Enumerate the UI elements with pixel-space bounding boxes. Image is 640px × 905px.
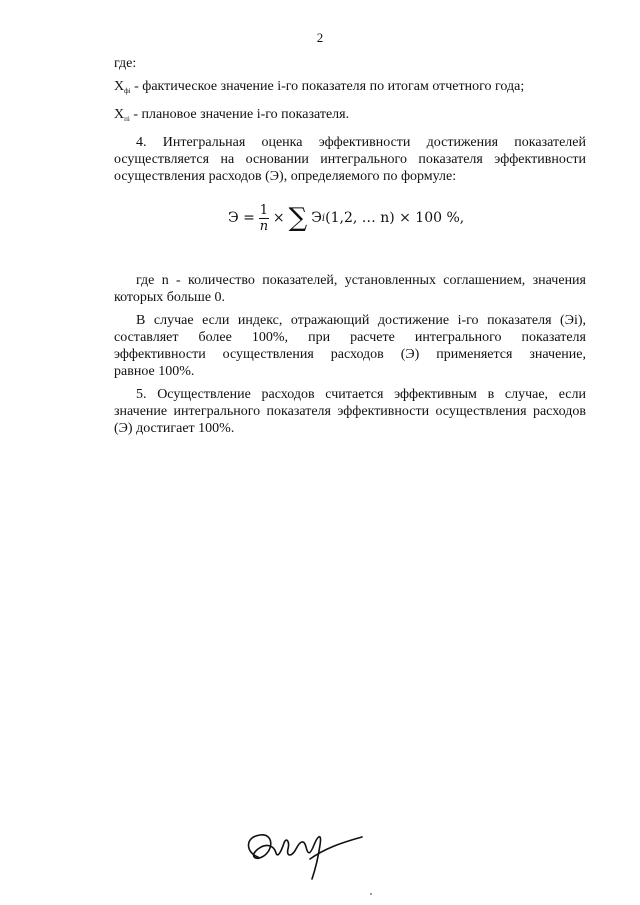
n-definition-line-2: которых больше 0. — [114, 290, 226, 305]
case-line-1: В случае если индекс, отражающий достижение i-го показателя (Эi), — [136, 313, 586, 328]
para4-line-2: осуществляется на основании интегрального показателя эффективности — [114, 152, 586, 167]
where-label: где: — [114, 56, 137, 71]
formula-lhs: Э = — [228, 210, 255, 226]
para5-line-3: (Э) достигает 100%. — [114, 421, 235, 436]
definition-plan — [114, 106, 586, 128]
para4-line-1: 4. Интегральная оценка эффективности достижения показателей — [136, 135, 586, 150]
x-symbol: X — [114, 107, 125, 122]
formula-times: × — [272, 210, 285, 226]
case-line-2: составляет более 100%, при расчете интегрального показателя — [114, 330, 586, 345]
formula-term: Э — [311, 210, 322, 226]
document-body — [114, 55, 586, 437]
para5-line-1: 5. Осуществление расходов считается эффективным в случае, если — [136, 387, 586, 402]
fraction-numerator: 1 — [259, 202, 269, 218]
n-definition-line-1: где n - количество показателей, установленных соглашением, значения — [136, 273, 586, 288]
case-line-4: равное 100%. — [114, 364, 195, 379]
x-symbol: X — [114, 79, 125, 94]
handwritten-signature — [240, 815, 370, 885]
sum-sign: ∑ — [288, 203, 308, 233]
formula-args: (1,2, … n) × 100 %, — [325, 210, 465, 226]
para5-line-2: значение интегрального показателя эффективности осуществления расходов — [114, 404, 586, 419]
definition-fact — [114, 78, 586, 100]
page-number: 2 — [316, 30, 324, 45]
definition-text: - плановое значение i-го показателя. — [129, 107, 350, 122]
case-line-3: эффективности осуществления расходов (Э) применяется значение, — [114, 347, 586, 362]
fraction-denominator: n — [259, 218, 269, 234]
scan-speck — [370, 893, 372, 895]
definition-text: - фактическое значение i-го показателя по итогам отчетного года; — [130, 79, 525, 94]
formula-fraction — [259, 203, 269, 234]
formula-term-subscript: i — [321, 212, 326, 224]
para4-line-3: осуществления расходов (Э), определяемого по формуле: — [114, 169, 457, 184]
x-subscript: пi — [124, 115, 130, 123]
efficiency-formula — [228, 198, 464, 238]
x-subscript: фi — [124, 87, 131, 95]
